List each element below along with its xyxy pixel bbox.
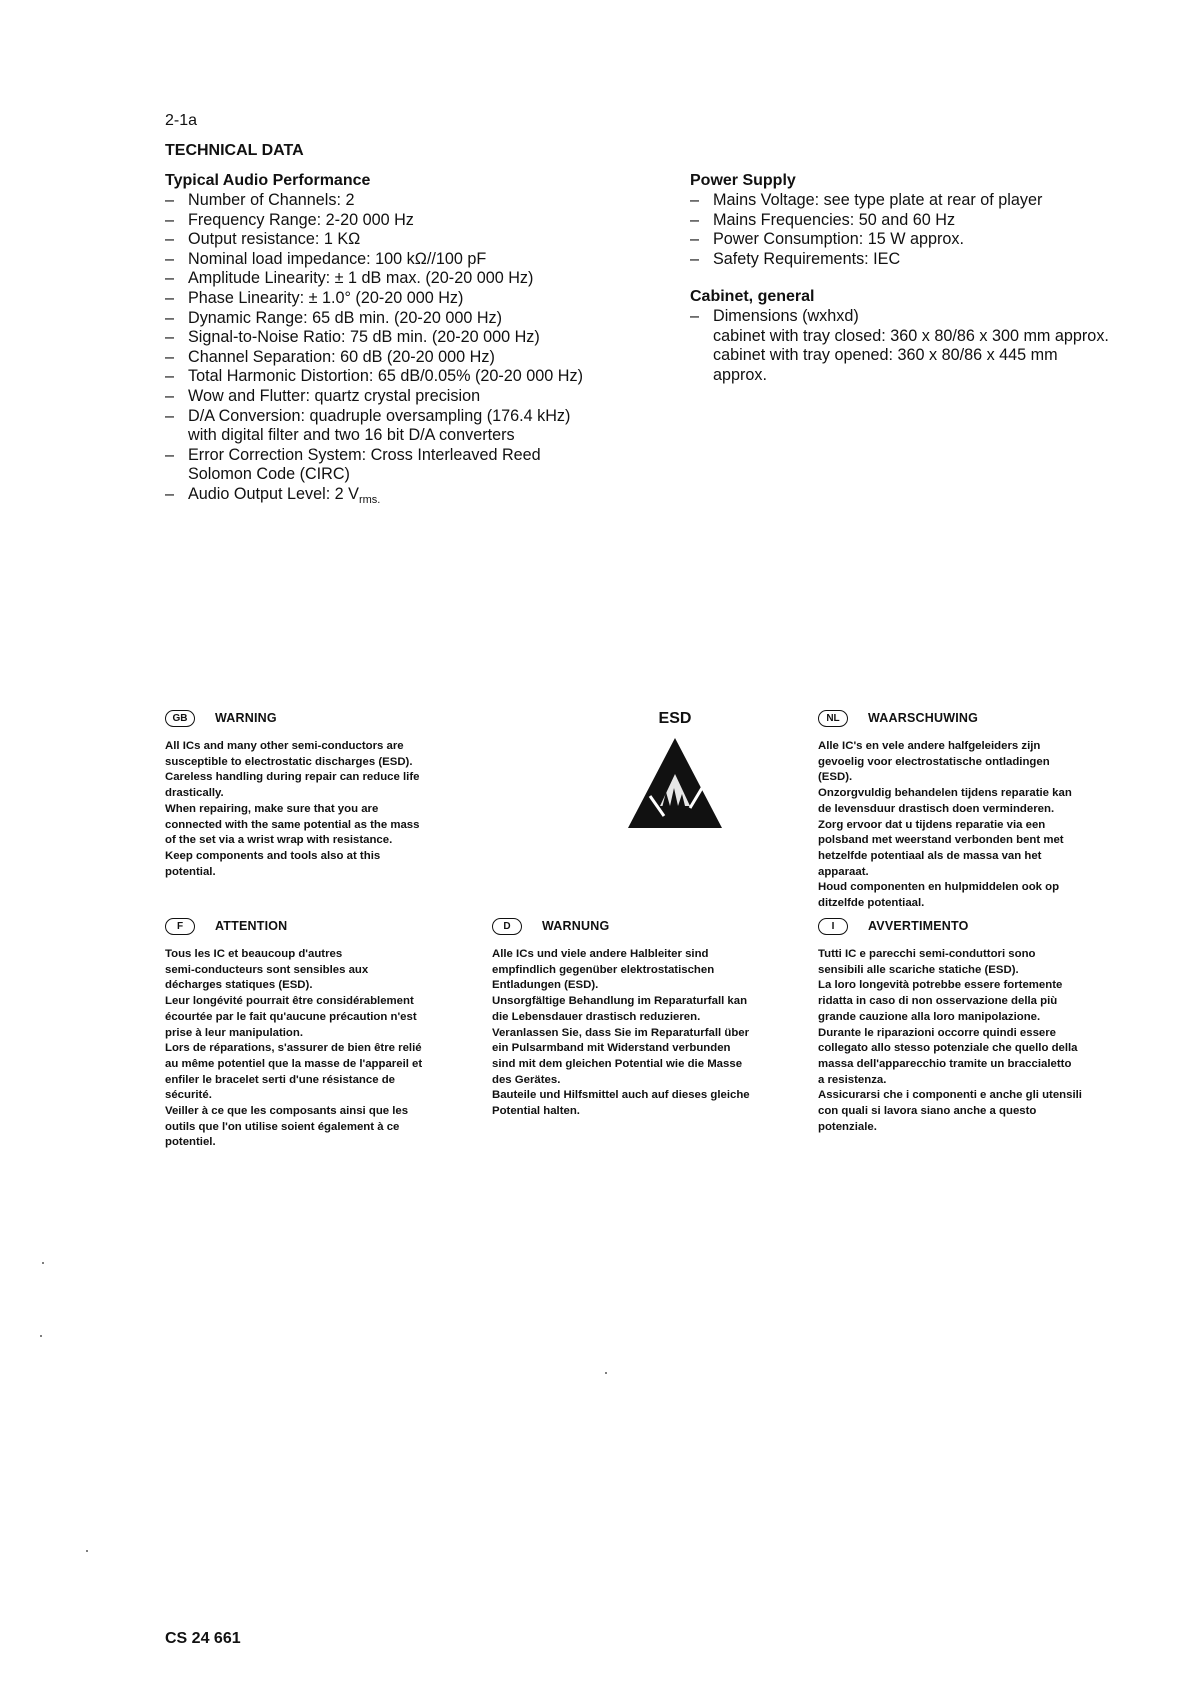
spec-item: – Wow and Flutter: quartz crystal precision xyxy=(165,387,645,407)
spec-item: – Signal-to-Noise Ratio: 75 dB min. (20-20 000 Hz) xyxy=(165,328,645,348)
page-id: 2-1a xyxy=(165,112,198,129)
document-title: TECHNICAL DATA xyxy=(165,142,304,159)
spec-item: – Amplitude Linearity: ± 1 dB max. (20-20 000 Hz) xyxy=(165,269,645,289)
i-badge: I xyxy=(818,918,848,935)
scan-speck xyxy=(605,1372,607,1374)
nl-badge: NL xyxy=(818,710,848,727)
spec-item: – Nominal load impedance: 100 kΩ//100 pF xyxy=(165,250,645,270)
spec-item: – Number of Channels: 2 xyxy=(165,191,645,211)
scan-speck xyxy=(42,1262,44,1264)
spec-item: – Total Harmonic Distortion: 65 dB/0.05% (20-20 000 Hz) xyxy=(165,367,645,387)
audio-performance-heading: Typical Audio Performance xyxy=(165,172,371,189)
warning-title: ATTENTION xyxy=(215,918,288,933)
warning-title: WARNING xyxy=(215,710,277,725)
spec-item: – Output resistance: 1 KΩ xyxy=(165,230,645,250)
warning-f: F ATTENTION Tous les IC et beaucoup d'autres semi-conducteurs sont sensibles aux décharges statiques (ESD). Leur longévité pourrait être considérablement écourtée par le fait qu'aucune précaution n'est prise à leur manipulation. Lors de réparations, s'assurer de bien être relié au même potentiel que la masse de l'appareil et enfiler le bracelet serti d'une résistance de sécurité. Veiller à ce que les composants ainsi que les outils que l'on utilise soient également à ce potentiel. xyxy=(165,918,423,1149)
spec-item: – Dynamic Range: 65 dB min. (20-20 000 Hz) xyxy=(165,309,645,329)
f-badge: F xyxy=(165,918,195,935)
warning-nl: NL WAARSCHUWING Alle IC's en vele andere halfgeleiders zijn gevoelig voor electrostatische ontladingen (ESD). Onzorgvuldig behandelen tijdens reparatie kan de levensduur drastisch doen verminderen. Zorg ervoor dat u tijdens reparatie via een polsband met weerstand verbonden bent met hetzelfde potentiaal als de massa van het apparaat. Houd componenten en hulpmiddelen ook op ditzelfde potentiaal. xyxy=(818,710,1072,910)
warning-d: D WARNUNG Alle ICs und viele andere Halbleiter sind empfindlich gegenüber elektrostatischen Entladungen (ESD). Unsorgfältige Behandlung im Reparaturfall kan die Lebensdauer drastisch reduzieren. Veranlassen Sie, dass Sie im Reparaturfall über ein Pulsarmband mit Widerstand verbunden sind mit dem gleichen Potential wie die Masse des Gerätes. Bauteile und Hilfsmittel auch auf dieses gleiche Potential halten. xyxy=(492,918,750,1118)
spec-item: – Safety Requirements: IEC xyxy=(690,250,1170,270)
spec-item: – D/A Conversion: quadruple oversampling (176.4 kHz) with digital filter and two 16 bit D/A converters xyxy=(165,407,645,446)
warning-title: WAARSCHUWING xyxy=(868,710,979,725)
warning-title: AVVERTIMENTO xyxy=(868,918,969,933)
scan-speck xyxy=(40,1335,42,1337)
spec-item: – Error Correction System: Cross Interleaved Reed Solomon Code (CIRC) xyxy=(165,446,645,485)
warning-i: I AVVERTIMENTO Tutti IC e parecchi semi-conduttori sono sensibili alle scariche statiche (ESD). La loro longevità potrebbe essere fortemente ridatta in caso di non osservazione della più grande cauzione alla loro manipolazione. Durante le riparazioni occorre quindi essere collegato allo stesso potenziale che quello della massa dell'apparecchio tramite un braccialetto a resistenza. Assicurarsi che i componenti e anche gli utensili con quali si lavora siano anche a questo potenziale. xyxy=(818,918,1082,1133)
cabinet-section xyxy=(690,288,1170,385)
warning-gb: GB WARNING All ICs and many other semi-conductors are susceptible to electrostatic discharges (ESD). Careless handling during repair can reduce life drastically. When repairing, make sure that you are connected with the same potential as the mass of the set via a wrist wrap with resistance. Keep components and tools also at this potential. xyxy=(165,710,420,878)
document-code: CS 24 661 xyxy=(165,1630,241,1647)
scan-speck xyxy=(86,1550,88,1552)
esd-hand-icon xyxy=(620,736,730,836)
power-spec-list xyxy=(690,191,1170,269)
audio-performance-section xyxy=(165,172,645,511)
cabinet-spec-list xyxy=(690,307,1170,385)
spec-item: – Mains Voltage: see type plate at rear of player xyxy=(690,191,1170,211)
esd-label: ESD xyxy=(658,710,692,727)
spec-item: – Channel Separation: 60 dB (20-20 000 Hz) xyxy=(165,348,645,368)
cabinet-heading: Cabinet, general xyxy=(690,288,815,305)
audio-spec-list xyxy=(165,191,645,511)
d-badge: D xyxy=(492,918,522,935)
power-supply-heading: Power Supply xyxy=(690,172,796,189)
power-supply-section xyxy=(690,172,1170,269)
esd-symbol xyxy=(615,710,735,841)
spec-item: – Dimensions (wxhxd) cabinet with tray closed: 360 x 80/86 x 300 mm approx. cabinet with tray opened: 360 x 80/86 x 445 mm approx. xyxy=(690,307,1170,385)
rms-subscript: rms. xyxy=(358,494,381,507)
spec-item: – Mains Frequencies: 50 and 60 Hz xyxy=(690,211,1170,231)
gb-badge: GB xyxy=(165,710,195,727)
spec-item: – Frequency Range: 2-20 000 Hz xyxy=(165,211,645,231)
warning-title: WARNUNG xyxy=(542,918,610,933)
spec-item: – Audio Output Level: 2 $V_{rms.}$ xyxy=(165,485,645,511)
spec-item: – Phase Linearity: ± 1.0° (20-20 000 Hz) xyxy=(165,289,645,309)
spec-item: – Power Consumption: 15 W approx. xyxy=(690,230,1170,250)
